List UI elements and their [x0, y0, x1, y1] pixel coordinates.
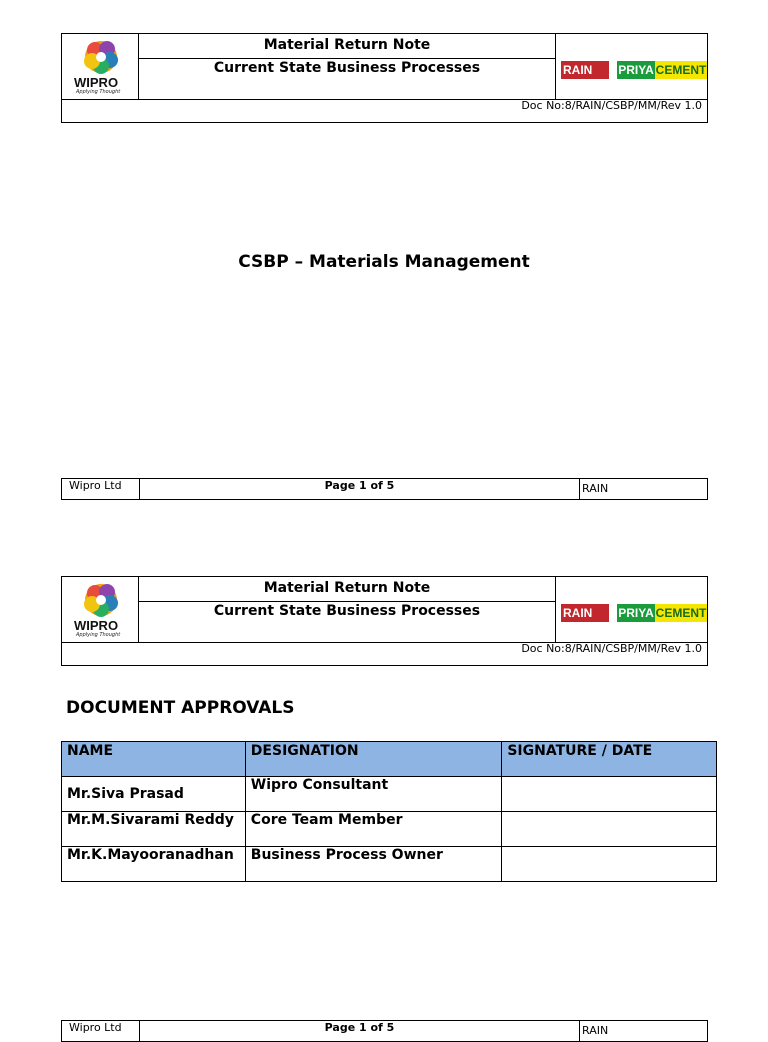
wipro-wordmark: WIPRO [74, 75, 119, 90]
table-header-row [62, 742, 717, 777]
table-row [62, 812, 717, 847]
wipro-flower-icon [81, 581, 121, 619]
doc-title: Material Return Note [139, 34, 555, 59]
approver-name: Mr.M.Sivarami Reddy [62, 812, 246, 847]
approver-designation: Business Process Owner [245, 847, 502, 882]
header-title-cell [139, 577, 556, 642]
wipro-tagline: Applying Thought [76, 89, 121, 95]
approver-signature [502, 847, 717, 882]
cement-logo: CEMENT [655, 606, 707, 620]
approvals-title: DOCUMENT APPROVALS [66, 698, 295, 718]
table-row [62, 847, 717, 882]
wipro-flower-icon [81, 38, 121, 76]
page2-header [61, 576, 708, 666]
wipro-tagline: Applying Thought [76, 632, 121, 638]
header-title-cell [139, 34, 556, 99]
rain-logo: RAIN CII [561, 604, 609, 622]
footer-company: Wipro Ltd [69, 1021, 122, 1034]
wipro-logo [62, 34, 139, 99]
footer-page-number: Page 1 of 5 [139, 1021, 580, 1041]
approvals-table [61, 741, 717, 882]
footer-company: Wipro Ltd [69, 479, 122, 492]
footer-client: RAIN [582, 482, 609, 495]
page2-footer [61, 1020, 708, 1042]
brand-logos [556, 34, 707, 99]
doc-subtitle: Current State Business Processes [213, 603, 481, 619]
approver-signature [502, 812, 717, 847]
cement-logo: CEMENT [655, 63, 707, 77]
footer-page-number: Page 1 of 5 [139, 479, 580, 499]
table-row [62, 777, 717, 812]
column-header-name: NAME [62, 742, 246, 777]
approver-signature [502, 777, 717, 812]
doc-subtitle: Current State Business Processes [213, 60, 481, 76]
approver-designation: Wipro Consultant [245, 777, 502, 812]
page1-header [61, 33, 708, 123]
approver-name-text: Mr.Siva Prasad [67, 786, 184, 802]
priya-logo: PRIYA [618, 63, 654, 77]
approver-name [62, 777, 246, 812]
wipro-logo [62, 577, 139, 642]
page1-footer [61, 478, 708, 500]
footer-client: RAIN [582, 1024, 609, 1037]
brand-logos [556, 577, 707, 642]
approver-designation: Core Team Member [245, 812, 502, 847]
priya-logo: PRIYA [618, 606, 654, 620]
doc-number: Doc No:8/RAIN/CSBP/MM/Rev 1.0 [62, 642, 707, 666]
rain-logo: RAIN CII [561, 61, 609, 79]
doc-number: Doc No:8/RAIN/CSBP/MM/Rev 1.0 [62, 99, 707, 123]
column-header-designation: DESIGNATION [245, 742, 502, 777]
column-header-signature: SIGNATURE / DATE [502, 742, 717, 777]
doc-title: Material Return Note [139, 577, 555, 602]
wipro-wordmark: WIPRO [74, 618, 119, 633]
approver-name: Mr.K.Mayooranadhan [62, 847, 246, 882]
page-title: CSBP – Materials Management [238, 252, 530, 272]
